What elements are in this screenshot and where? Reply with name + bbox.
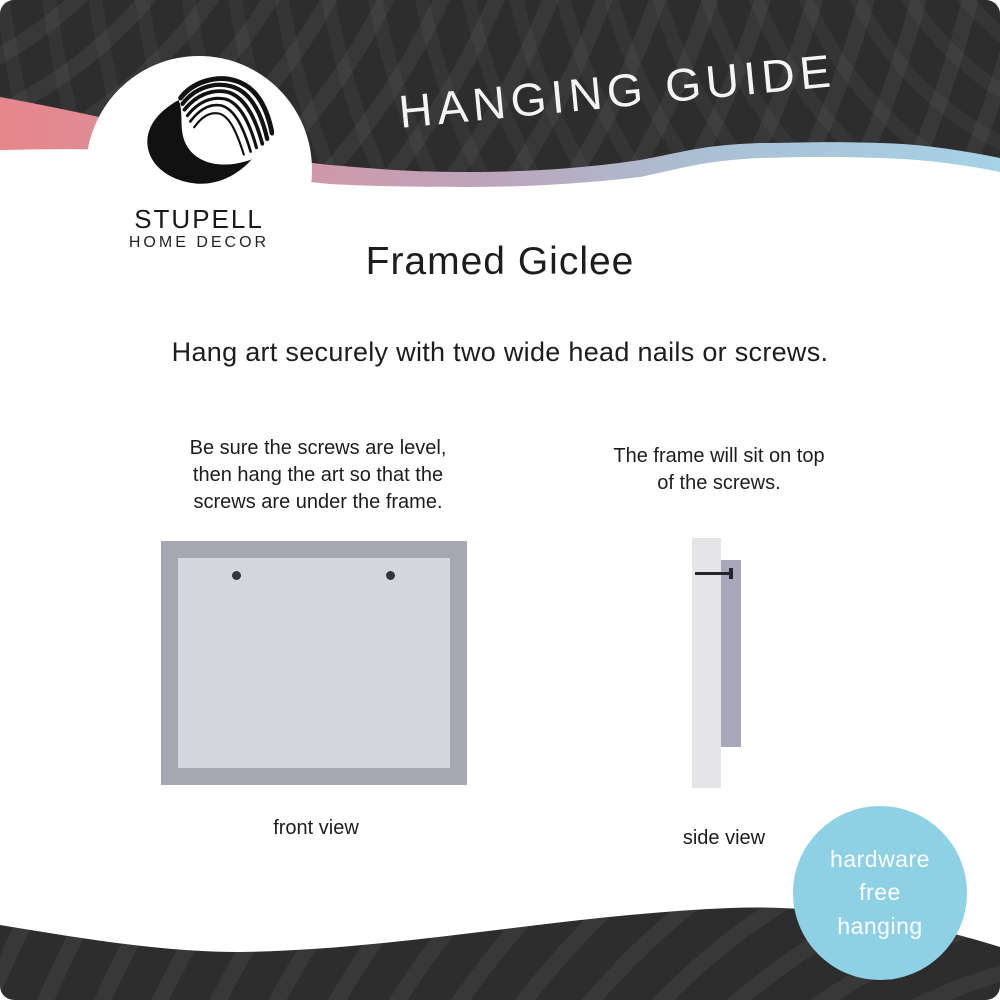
brand-name: STUPELL bbox=[134, 204, 264, 234]
nail-right-icon bbox=[386, 571, 395, 580]
front-view-instruction bbox=[118, 435, 518, 516]
side-view-instruction bbox=[569, 443, 869, 497]
intro-text: Hang art securely with two wide head nails or screws. bbox=[171, 337, 829, 367]
hardware-free-badge bbox=[793, 806, 967, 980]
side-view-instruction-line: of the screws. bbox=[657, 472, 781, 494]
brand-tagline: HOME DECOR bbox=[128, 234, 270, 251]
wall-strip bbox=[692, 538, 721, 788]
badge-line: free bbox=[859, 879, 901, 906]
front-view-caption: front view bbox=[273, 817, 359, 839]
badge-line: hanging bbox=[837, 912, 923, 939]
stupell-s-swirl-icon bbox=[128, 72, 274, 200]
front-view-instruction-line: then hang the art so that the bbox=[192, 464, 444, 486]
page-title: HANGING GUIDE bbox=[396, 44, 838, 138]
badge-line: hardware bbox=[830, 845, 930, 872]
front-view-instruction-line: screws are under the frame. bbox=[193, 491, 443, 513]
front-view-instruction-line: Be sure the screws are level, bbox=[189, 437, 447, 459]
nail-icon bbox=[695, 572, 729, 575]
nail-left-icon bbox=[232, 571, 241, 580]
product-type-title: Framed Giclee bbox=[365, 240, 635, 283]
side-view-instruction-line: The frame will sit on top bbox=[613, 445, 825, 467]
frame-mat bbox=[178, 558, 450, 768]
side-view-caption: side view bbox=[682, 827, 766, 849]
nail-head-icon bbox=[729, 568, 733, 579]
front-view-diagram bbox=[161, 541, 467, 785]
frame-side-strip bbox=[721, 560, 741, 747]
